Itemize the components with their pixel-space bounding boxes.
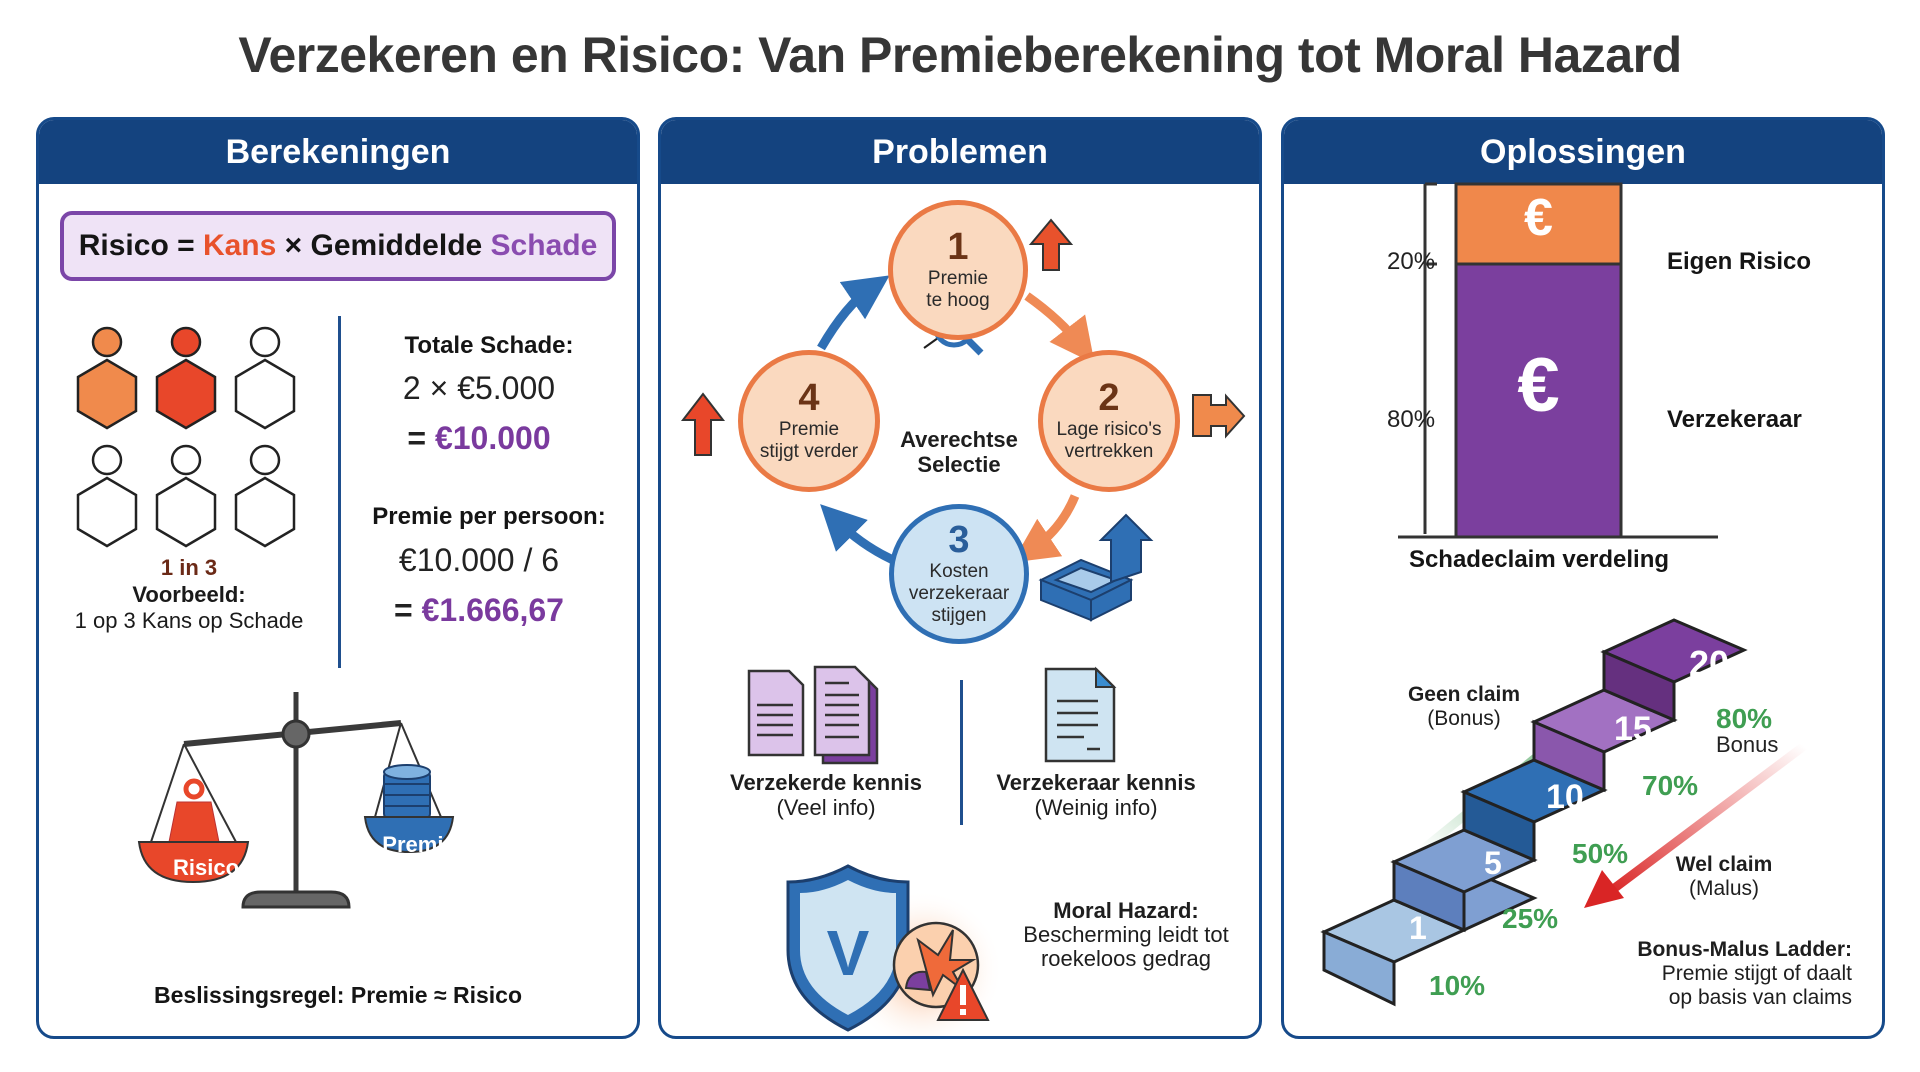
panel-berekeningen xyxy=(36,117,640,1039)
formula-text: Risico = xyxy=(78,229,203,262)
step-label: Kosten xyxy=(929,561,989,583)
cycle-step-1 xyxy=(888,200,1028,340)
divider xyxy=(960,680,963,825)
ladder-pct-10: 10% xyxy=(1429,970,1486,1001)
ladder-level-5: 5 xyxy=(1484,845,1502,881)
step-label: vertrekken xyxy=(1064,441,1154,462)
step-label: stijgt verder xyxy=(759,441,859,462)
panel-problemen xyxy=(658,117,1262,1039)
center-label: Selectie xyxy=(917,452,1001,478)
moral-hazard-title: Moral Hazard: xyxy=(1053,898,1199,923)
panel-header: Problemen xyxy=(661,120,1259,184)
step-label: te hoog xyxy=(926,290,990,311)
total-damage-label: Totale Schade: xyxy=(404,332,574,359)
formula-kans: Kans xyxy=(202,229,277,262)
claim-title: Wel claim xyxy=(1675,853,1773,876)
euro-icon: € xyxy=(1524,189,1553,247)
step-label: stijgen xyxy=(931,604,987,626)
document-few-icon xyxy=(1042,665,1122,765)
step-number: 3 xyxy=(948,519,970,562)
cycle-step-3 xyxy=(889,504,1029,644)
panel-header: Oplossingen xyxy=(1284,120,1882,184)
insured-knowledge-sub: (Veel info) xyxy=(776,795,876,820)
premium-result xyxy=(359,592,599,629)
bonus-label: Bonus xyxy=(1716,732,1779,757)
insured-knowledge-title: Verzekerde kennis xyxy=(729,770,922,795)
legend-eigen-risico: Eigen Risico xyxy=(1667,248,1812,275)
premium-expression: €10.000 / 6 xyxy=(398,542,560,578)
cycle-step-2 xyxy=(1038,350,1180,492)
divider xyxy=(338,316,341,668)
example-title: Voorbeeld: xyxy=(132,582,246,607)
moral-hazard-line1: Bescherming leidt tot xyxy=(1023,922,1229,947)
scale-right-label: Premie xyxy=(382,832,456,857)
adverse-selection-label xyxy=(879,427,1039,478)
ladder-level-15: 15 xyxy=(1614,710,1652,748)
premium-value: €1.666,67 xyxy=(421,592,564,628)
no-claim-sub: (Bonus) xyxy=(1427,707,1501,730)
scale-left-label: Risico xyxy=(172,855,240,880)
step-number: 2 xyxy=(1098,377,1120,420)
ladder-caption-line1: Premie stijgt of daalt xyxy=(1661,962,1852,985)
formula-text: × Gemiddelde xyxy=(276,229,491,262)
ladder-pct-50: 50% xyxy=(1572,838,1629,869)
ladder-caption-line2: op basis van claims xyxy=(1668,986,1852,1009)
step-label: Premie xyxy=(778,419,840,441)
ladder-caption-title: Bonus-Malus Ladder: xyxy=(1637,938,1852,961)
step-number: 4 xyxy=(798,377,820,420)
premium-label: Premie per persoon: xyxy=(372,503,606,530)
total-damage-result xyxy=(359,420,599,457)
formula-schade: Schade xyxy=(490,229,598,262)
equals-sign: = xyxy=(407,420,435,456)
no-claim-title: Geen claim xyxy=(1407,683,1521,706)
tick-label-20: 20% xyxy=(1387,248,1436,275)
total-damage-value: €10.000 xyxy=(434,420,551,456)
page-title: Verzekeren en Risico: Van Premieberekening tot Moral Hazard xyxy=(238,27,1682,83)
step-label: Lage risico's xyxy=(1056,419,1162,441)
example-text: 1 op 3 Kans op Schade xyxy=(74,608,304,633)
equals-sign: = xyxy=(394,592,422,628)
ladder-pct-25: 25% xyxy=(1502,903,1559,934)
euro-icon: € xyxy=(1517,343,1560,428)
cycle-step-4 xyxy=(738,350,880,492)
documents-many-icon xyxy=(747,665,897,765)
decision-rule: Beslissingsregel: Premie ≈ Risico xyxy=(154,982,522,1008)
insurer-knowledge-sub: (Weinig info) xyxy=(1034,795,1158,820)
center-label: Averechtse xyxy=(900,427,1018,452)
ladder-level-1: 1 xyxy=(1409,910,1427,946)
ratio-label: 1 in 3 xyxy=(160,555,218,580)
legend-verzekeraar: Verzekeraar xyxy=(1667,406,1802,433)
step-number: 1 xyxy=(947,226,969,269)
risk-formula xyxy=(60,211,616,281)
step-label: verzekeraar xyxy=(908,583,1010,605)
chart-title: Schadeclaim verdeling xyxy=(1408,546,1670,573)
step-label: Premie xyxy=(927,268,989,290)
insurer-knowledge-title: Verzekeraar kennis xyxy=(996,770,1196,795)
claim-sub: (Malus) xyxy=(1688,877,1759,900)
ladder-pct-80: 80% xyxy=(1716,703,1773,734)
balance-scale-icon xyxy=(151,692,551,932)
moral-hazard-line2: roekeloos gedrag xyxy=(1040,946,1211,971)
shield-warning-icon xyxy=(778,860,1038,1039)
ladder-pct-70: 70% xyxy=(1642,770,1699,801)
ladder-level-10: 10 xyxy=(1546,778,1584,816)
svg-text:V: V xyxy=(826,917,870,989)
total-damage-expression: 2 × €5.000 xyxy=(402,370,556,406)
tick-label-80: 80% xyxy=(1387,406,1436,433)
panel-oplossingen xyxy=(1281,117,1885,1039)
panel-header: Berekeningen xyxy=(39,120,637,184)
people-group-icon xyxy=(73,320,293,550)
ladder-level-20: 20 xyxy=(1689,643,1730,684)
